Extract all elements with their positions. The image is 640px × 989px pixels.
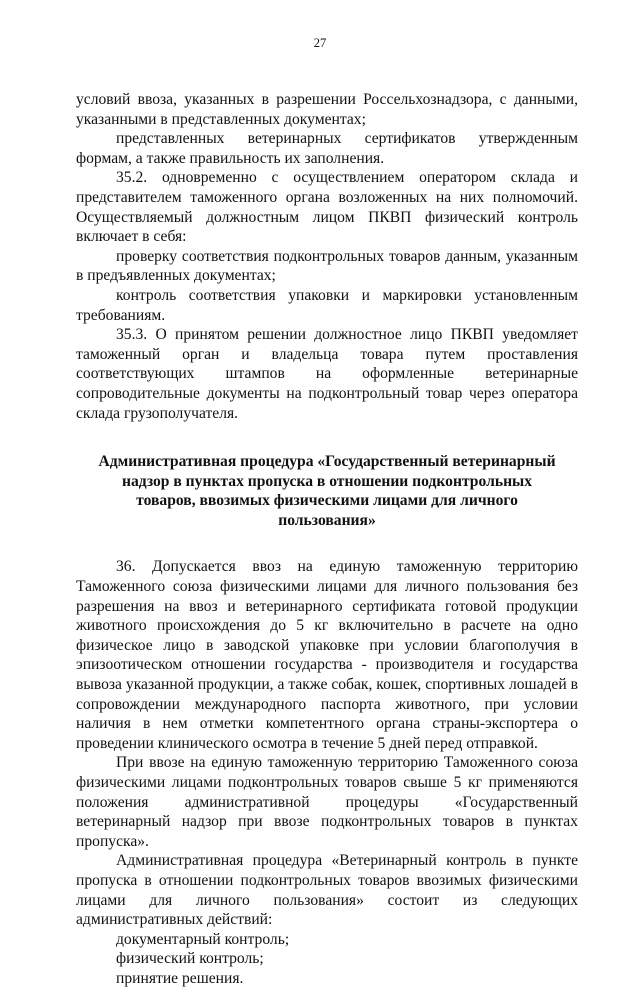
paragraph: проверку соответствия подконтрольных товаров данным, указанным в предъявленных документах; — [76, 247, 578, 285]
paragraph: При ввозе на единую таможенную территорию Таможенного союза физическими лицами подконтрольных товаров свыше 5 кг применяются положения административной процедуры «Государственный ветеринарный надзор при ввозе подконтрольных товаров в пунктах пропуска». — [76, 754, 578, 850]
section-heading: Административная процедура «Государственный ветеринарный надзор в пунктах пропуска в отношении подконтрольных товаров, ввозимых физическими лицами для личного пользования» — [98, 453, 556, 529]
paragraph-continuation: условий ввоза, указанных в разрешении Россельхознадзора, с данными, указанными в представленных документах; — [76, 91, 578, 128]
page-number: 27 — [313, 36, 327, 50]
paragraph-35-3: 35.3. О принятом решении должностное лицо ПКВП уведомляет таможенный орган и владельца товара путем проставления соответствующих штампов на оформленные ветеринарные сопроводительные документы на подконтрольный товар через оператора склада грузополучателя. — [76, 326, 578, 422]
document-body — [76, 90, 578, 989]
paragraph: контроль соответствия упаковки и маркировки установленным требованиям. — [76, 286, 578, 324]
paragraph: Административная процедура «Ветеринарный контроль в пункте пропуска в отношении подконтрольных товаров ввозимых физическими лицами для личного пользования» состоит из следующих административных действий: — [76, 852, 578, 929]
paragraph-35-2: 35.2. одновременно с осуществлением оператором склада и представителем таможенного органа возложенных на них полномочий. Осуществляемый должностным лицом ПКВП физический контроль включает в себя: — [76, 169, 578, 246]
list-item: документарный контроль; — [116, 930, 290, 948]
list-item: физический контроль; — [116, 950, 264, 968]
list-item: принятие решения. — [116, 969, 244, 987]
paragraph: представленных ветеринарных сертификатов утвержденным формам, а также правильность их заполнения. — [76, 130, 578, 167]
paragraph-36: 36. Допускается ввоз на единую таможенную территорию Таможенного союза физическими лицами для личного пользования без разрешения на ввоз и ветеринарного сертификата готовой продукции животного происхождения до 5 кг включительно в расчете на одно физическое лицо в заводской упаковке при условии благополучия в эпизоотическом отношении государства - производителя и государства вывоза указанной продукции, а также собак, кошек, спортивных лошадей в сопровождении международного паспорта животного, при условии наличия в нем отметки компетентного органа страны-экспортера о проведении клинического осмотра в течение 5 дней перед отправкой. — [76, 558, 578, 752]
